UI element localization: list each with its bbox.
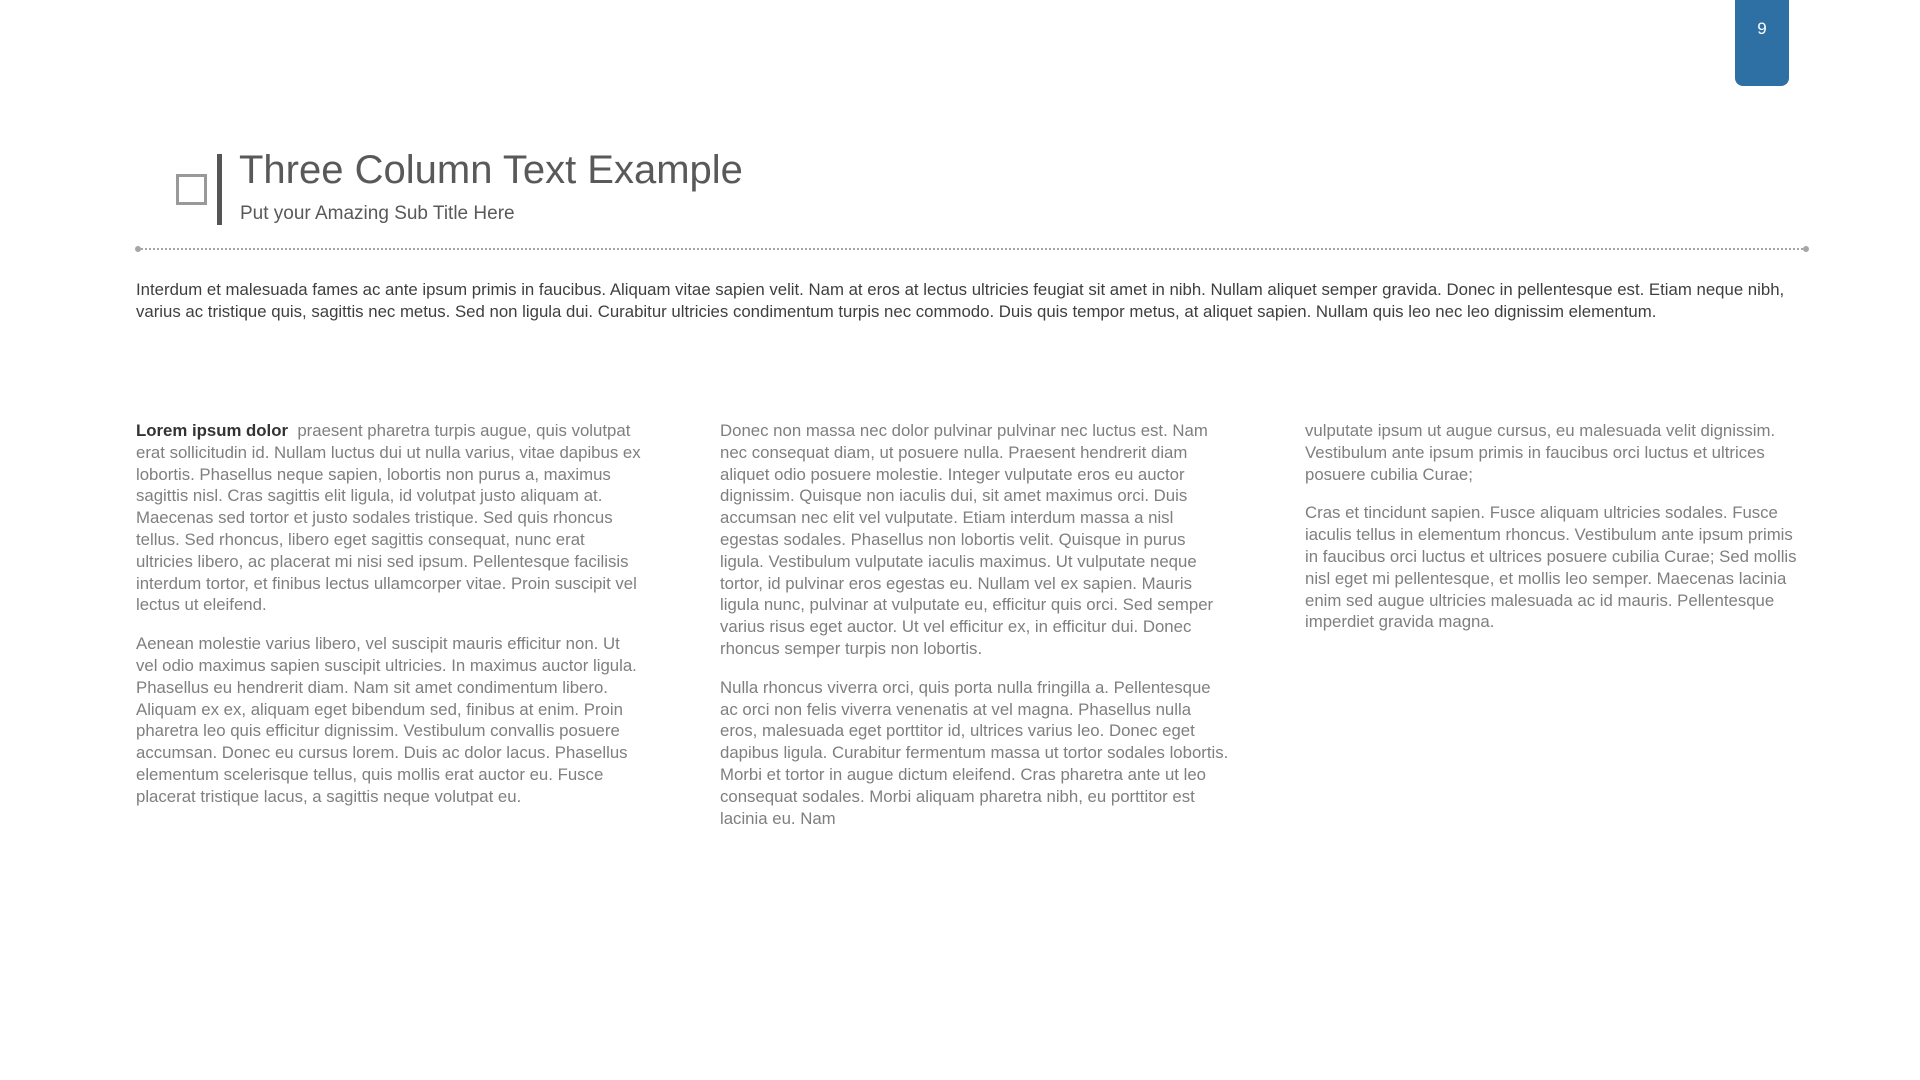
column-3-paragraph-1: vulputate ipsum ut augue cursus, eu malesuada velit dignissim. Vestibulum ante ipsum primis in faucibus orci luctus et ultrices posuere cubilia Curae;: [1305, 421, 1776, 484]
column-1-paragraph-1-text: praesent pharetra turpis augue, quis volutpat erat sollicitudin id. Nullam luctus dui ut nulla varius, vitae dapibus ex lobortis. Phasellus neque sapien, lobortis non purus a, maximus sagittis nisl. Cras sagittis elit ligula, id volutpat justo aliquam at. Maecenas sed tortor et justo sodales tristique. Sed quis rhoncus tellus. Sed rhoncus, libero eget sagittis consequat, nunc erat ultricies libero, ac placerat mi nisi sed ipsum. Pellentesque facilisis interdum tortor, et finibus lectus ullamcorper vitae. Proin suscipit vel lectus ut eleifend.: [136, 421, 641, 615]
text-column-2: [720, 420, 1230, 846]
page-number-tab: [1735, 0, 1789, 86]
title-accent-bar: [217, 154, 222, 225]
text-column-3: [1305, 420, 1805, 650]
page-subtitle: Put your Amazing Sub Title Here: [240, 203, 515, 224]
square-outline-icon: [176, 174, 207, 205]
column-1-paragraph-1: [136, 420, 641, 616]
intro-paragraph: Interdum et malesuada fames ac ante ipsum primis in faucibus. Aliquam vitae sapien velit. Nam at eros at lectus ultricies feugiat sit amet in nibh. Nullam aliquet semper gravida. Donec in pellentesque est. Etiam neque nibh, varius ac tristique quis, sagittis nec metus. Sed non ligula dui. Curabitur ultricies condimentum turpis nec commodo. Duis quis tempor metus, at aliquet sapien. Nullam quis leo nec leo dignissim elementum.: [136, 280, 1785, 321]
column-3-paragraph-2: Cras et tincidunt sapien. Fusce aliquam ultricies sodales. Fusce iaculis tellus in elementum rhoncus. Vestibulum ante ipsum primis in faucibus orci luctus et ultrices posuere cubilia Curae; Sed mollis nisl eget mi pellentesque, et mollis leo semper. Maecenas lacinia enim sed augue ultricies malesuada ac id mauris. Pellentesque imperdiet gravida magna.: [1305, 503, 1797, 632]
text-column-1: [136, 420, 641, 825]
column-2-paragraph-1: Donec non massa nec dolor pulvinar pulvinar nec luctus est. Nam nec consequat diam, ut posuere nulla. Praesent hendrerit diam aliquet odio posuere molestie. Integer vulputate eros eu auctor dignissim. Quisque non iaculis dui, sit amet maximus orci. Duis accumsan nec elit vel vulputate. Etiam interdum massa a nisl egestas sodales. Phasellus non lobortis velit. Quisque in purus ligula. Vestibulum vulputate iaculis maximus. Ut vulputate neque tortor, id pulvinar eros egestas eu. Nullam vel ex sapien. Mauris ligula nunc, pulvinar at vulputate eu, efficitur quis orci. Sed semper varius risus eget auctor. Ut vel efficitur ex, in efficitur dui. Donec rhoncus semper turpis non lobortis.: [720, 421, 1214, 658]
page-number: 9: [1757, 19, 1767, 38]
column-1-lead: Lorem ipsum dolor: [136, 421, 288, 440]
page-title: Three Column Text Example: [239, 148, 743, 192]
dotted-divider: [138, 248, 1806, 250]
column-1-paragraph-2: Aenean molestie varius libero, vel suscipit mauris efficitur non. Ut vel odio maximus sapien suscipit ultricies. In maximus auctor ligula. Phasellus eu hendrerit diam. Nam sit amet condimentum libero. Aliquam ex ex, aliquam eget bibendum sed, finibus at enim. Proin pharetra leo quis efficitur dignissim. Vestibulum convallis posuere accumsan. Donec eu cursus lorem. Duis ac dolor lacus. Phasellus elementum scelerisque tellus, quis mollis erat auctor eu. Fusce placerat tristique lacus, a sagittis neque volutpat eu.: [136, 634, 637, 806]
column-2-paragraph-2: Nulla rhoncus viverra orci, quis porta nulla fringilla a. Pellentesque ac orci non felis viverra venenatis at vel magna. Phasellus nulla eros, malesuada eget porttitor id, ultrices varius leo. Donec eget dapibus ligula. Curabitur fermentum massa ut tortor sodales lobortis. Morbi et tortor in augue dictum eleifend. Cras pharetra ante ut leo consequat sodales. Morbi aliquam pharetra nibh, eu porttitor est lacinia eu. Nam: [720, 677, 1229, 828]
